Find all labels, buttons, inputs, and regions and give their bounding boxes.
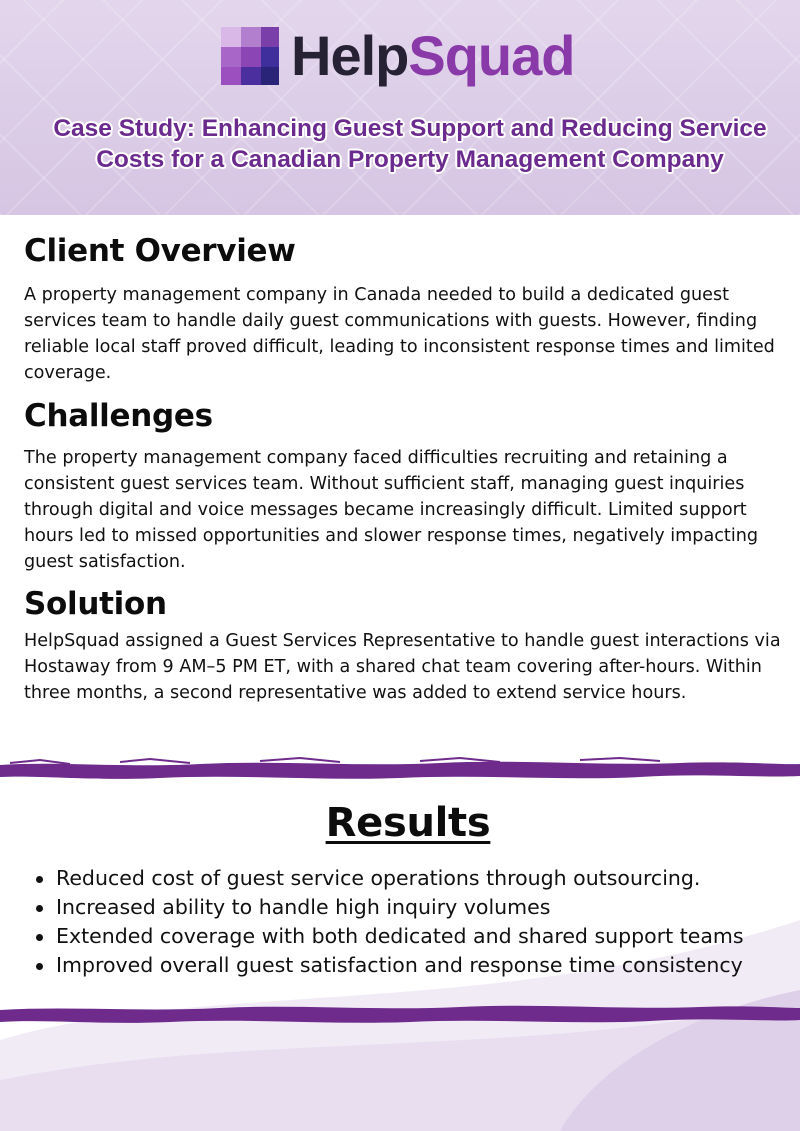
solution-heading: Solution: [24, 586, 167, 622]
logo-mosaic-icon: [221, 27, 279, 85]
solution-text: HelpSquad assigned a Guest Services Representative to handle guest interactions via Hostaway from 9 AM–5 PM ET, with a shared chat team covering after-hours. Within three months, a second representative was added to extend service hours.: [24, 631, 781, 703]
results-item: Increased ability to handle high inquiry volumes: [36, 893, 744, 922]
logo-wordmark: [291, 24, 575, 87]
results-list: [36, 864, 744, 980]
logo-word-squad: Squad: [408, 24, 575, 87]
brush-divider-top: [0, 756, 800, 784]
helpsquad-logo: [221, 24, 574, 88]
case-study-title: Case Study: Enhancing Guest Support and Reducing Service Costs for a Canadian Property Management Company: [53, 115, 767, 173]
logo-word-help: Help: [291, 24, 409, 87]
results-item: Reduced cost of guest service operations through outsourcing.: [36, 864, 744, 893]
results-item: Improved overall guest satisfaction and response time consistency: [36, 951, 744, 980]
header-banner: [0, 0, 800, 215]
brush-divider-bottom: [0, 1000, 800, 1028]
results-item: Extended coverage with both dedicated and shared support teams: [36, 922, 744, 951]
challenges-text: The property management company faced difficulties recruiting and retaining a consistent guest services team. Without sufficient staff, managing guest inquiries through digital and voice messages became increasingly difficult. Limited support hours led to missed opportunities and slower response times, negatively impacting guest satisfaction.: [24, 448, 759, 572]
challenges-heading: Challenges: [24, 398, 213, 434]
results-heading: Results: [325, 800, 491, 846]
client-overview-text: A property management company in Canada needed to build a dedicated guest services team to handle daily guest communications with guests. However, finding reliable local staff proved difficult, leading to inconsistent response times and limited coverage.: [24, 285, 775, 383]
client-overview-heading: Client Overview: [24, 233, 296, 269]
